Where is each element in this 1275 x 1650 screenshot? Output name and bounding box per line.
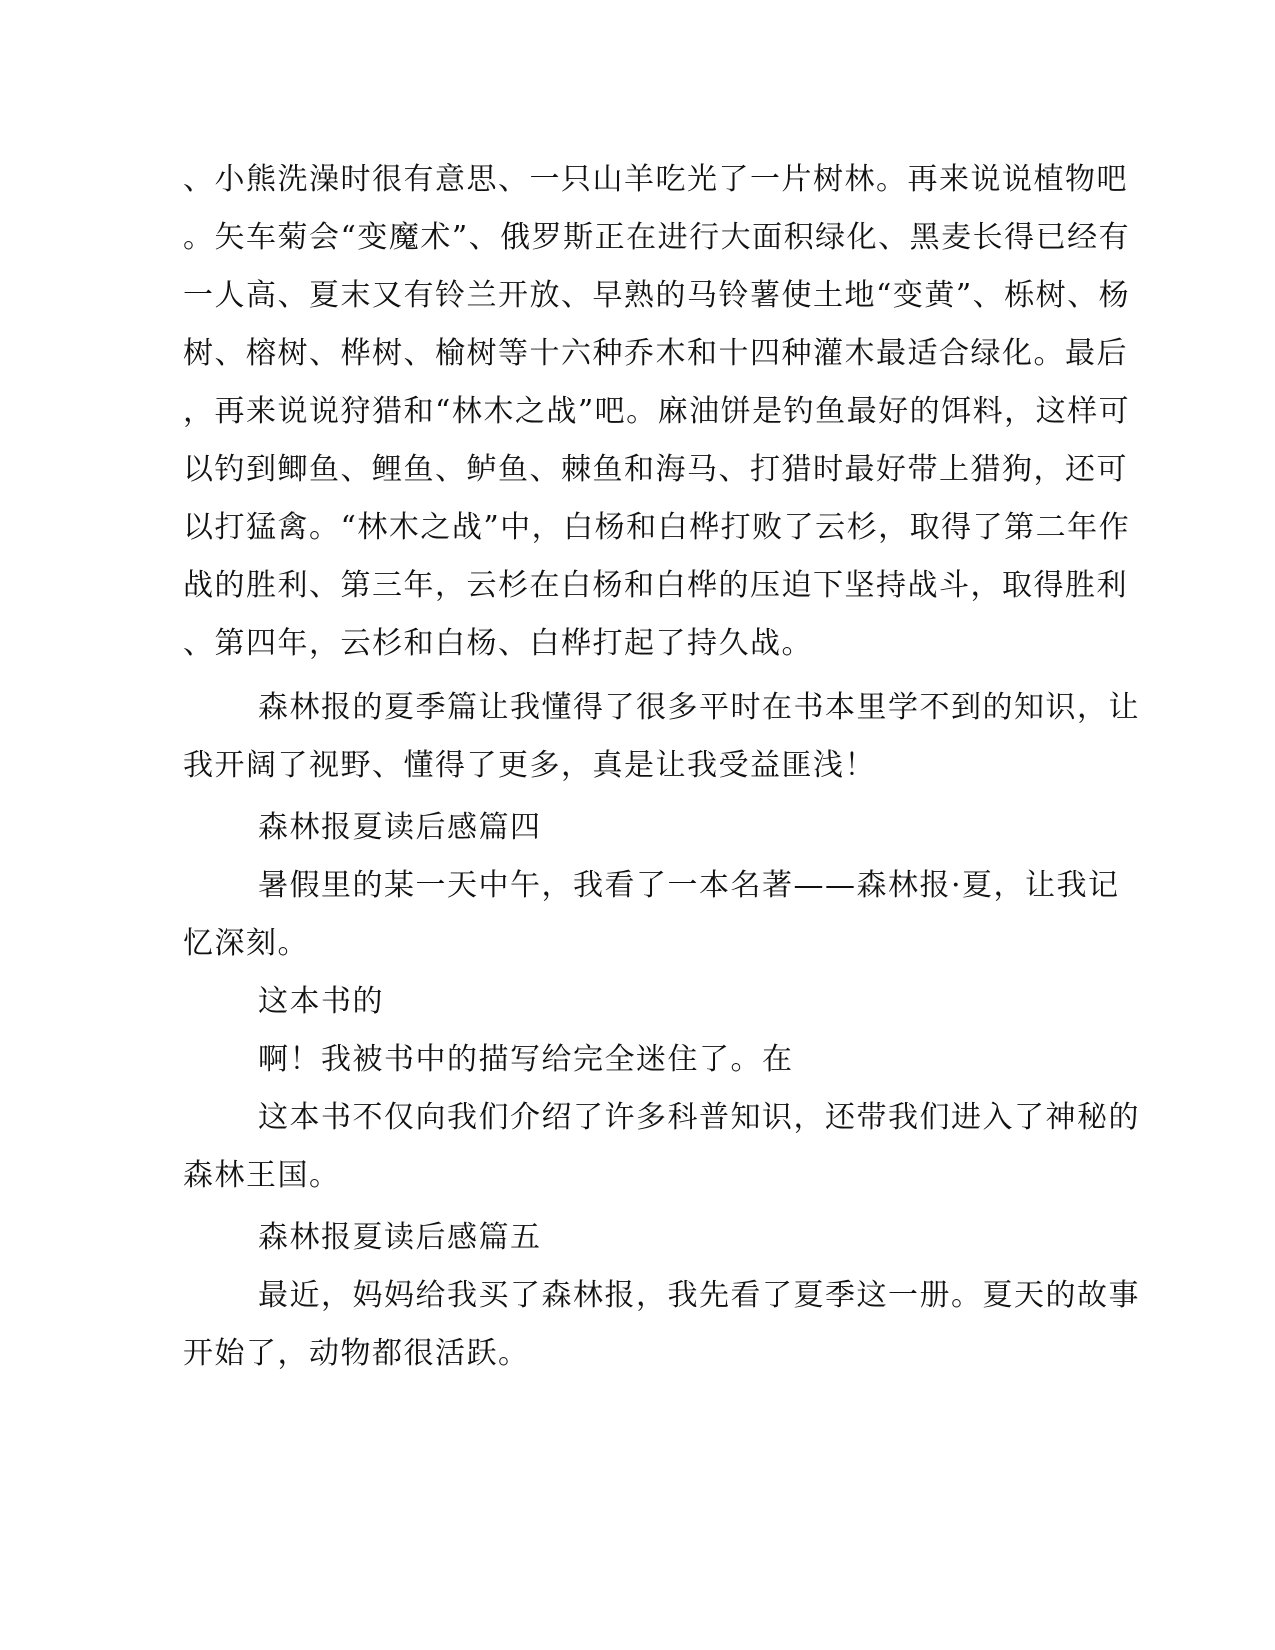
text-line: 我开阔了视野、懂得了更多，真是让我受益匪浅！ xyxy=(183,748,876,783)
text-line: 开始了，动物都很活跃。 xyxy=(183,1336,530,1371)
text-line: 以打猛禽。“林木之战”中，白杨和白桦打败了云杉，取得了第二年作 xyxy=(183,510,1131,545)
text-line: 。矢车菊会“变魔术”、俄罗斯正在进行大面积绿化、黑麦长得已经有 xyxy=(183,220,1131,255)
paragraph-first-line: 森林报的夏季篇让我懂得了很多平时在书本里学不到的知识，让 xyxy=(258,690,1140,725)
text-line: 以钓到鲫鱼、鲤鱼、鲈鱼、棘鱼和海马、打猎时最好带上猎狗，还可 xyxy=(183,452,1128,487)
text-line: 、第四年，云杉和白杨、白桦打起了持久战。 xyxy=(183,626,813,661)
text-line: 森林王国。 xyxy=(183,1158,341,1193)
paragraph-first-line: 暑假里的某一天中午，我看了一本名著——森林报·夏，让我记 xyxy=(258,868,1120,903)
paragraph-first-line: 最近，妈妈给我买了森林报，我先看了夏季这一册。夏天的故事 xyxy=(258,1278,1140,1313)
text-line: 一人高、夏末又有铃兰开放、早熟的马铃薯使土地“变黄”、栎树、杨 xyxy=(183,278,1131,313)
text-line: 树、榕树、桦树、榆树等十六种乔木和十四种灌木最适合绿化。最后 xyxy=(183,336,1128,371)
section-heading: 森林报夏读后感篇五 xyxy=(258,1220,542,1255)
text-line: 、小熊洗澡时很有意思、一只山羊吃光了一片树林。再来说说植物吧 xyxy=(183,162,1128,197)
text-line: 战的胜利、第三年，云杉在白杨和白桦的压迫下坚持战斗，取得胜利 xyxy=(183,568,1128,603)
paragraph-first-line: 啊！我被书中的描写给完全迷住了。在 xyxy=(258,1042,794,1077)
paragraph-first-line: 这本书不仅向我们介绍了许多科普知识，还带我们进入了神秘的 xyxy=(258,1100,1140,1135)
section-heading: 森林报夏读后感篇四 xyxy=(258,810,542,845)
text-line: ，再来说说狩猎和“林木之战”吧。麻油饼是钓鱼最好的饵料，这样可 xyxy=(183,394,1131,429)
text-line: 忆深刻。 xyxy=(183,926,309,961)
paragraph-first-line: 这本书的 xyxy=(258,984,384,1019)
